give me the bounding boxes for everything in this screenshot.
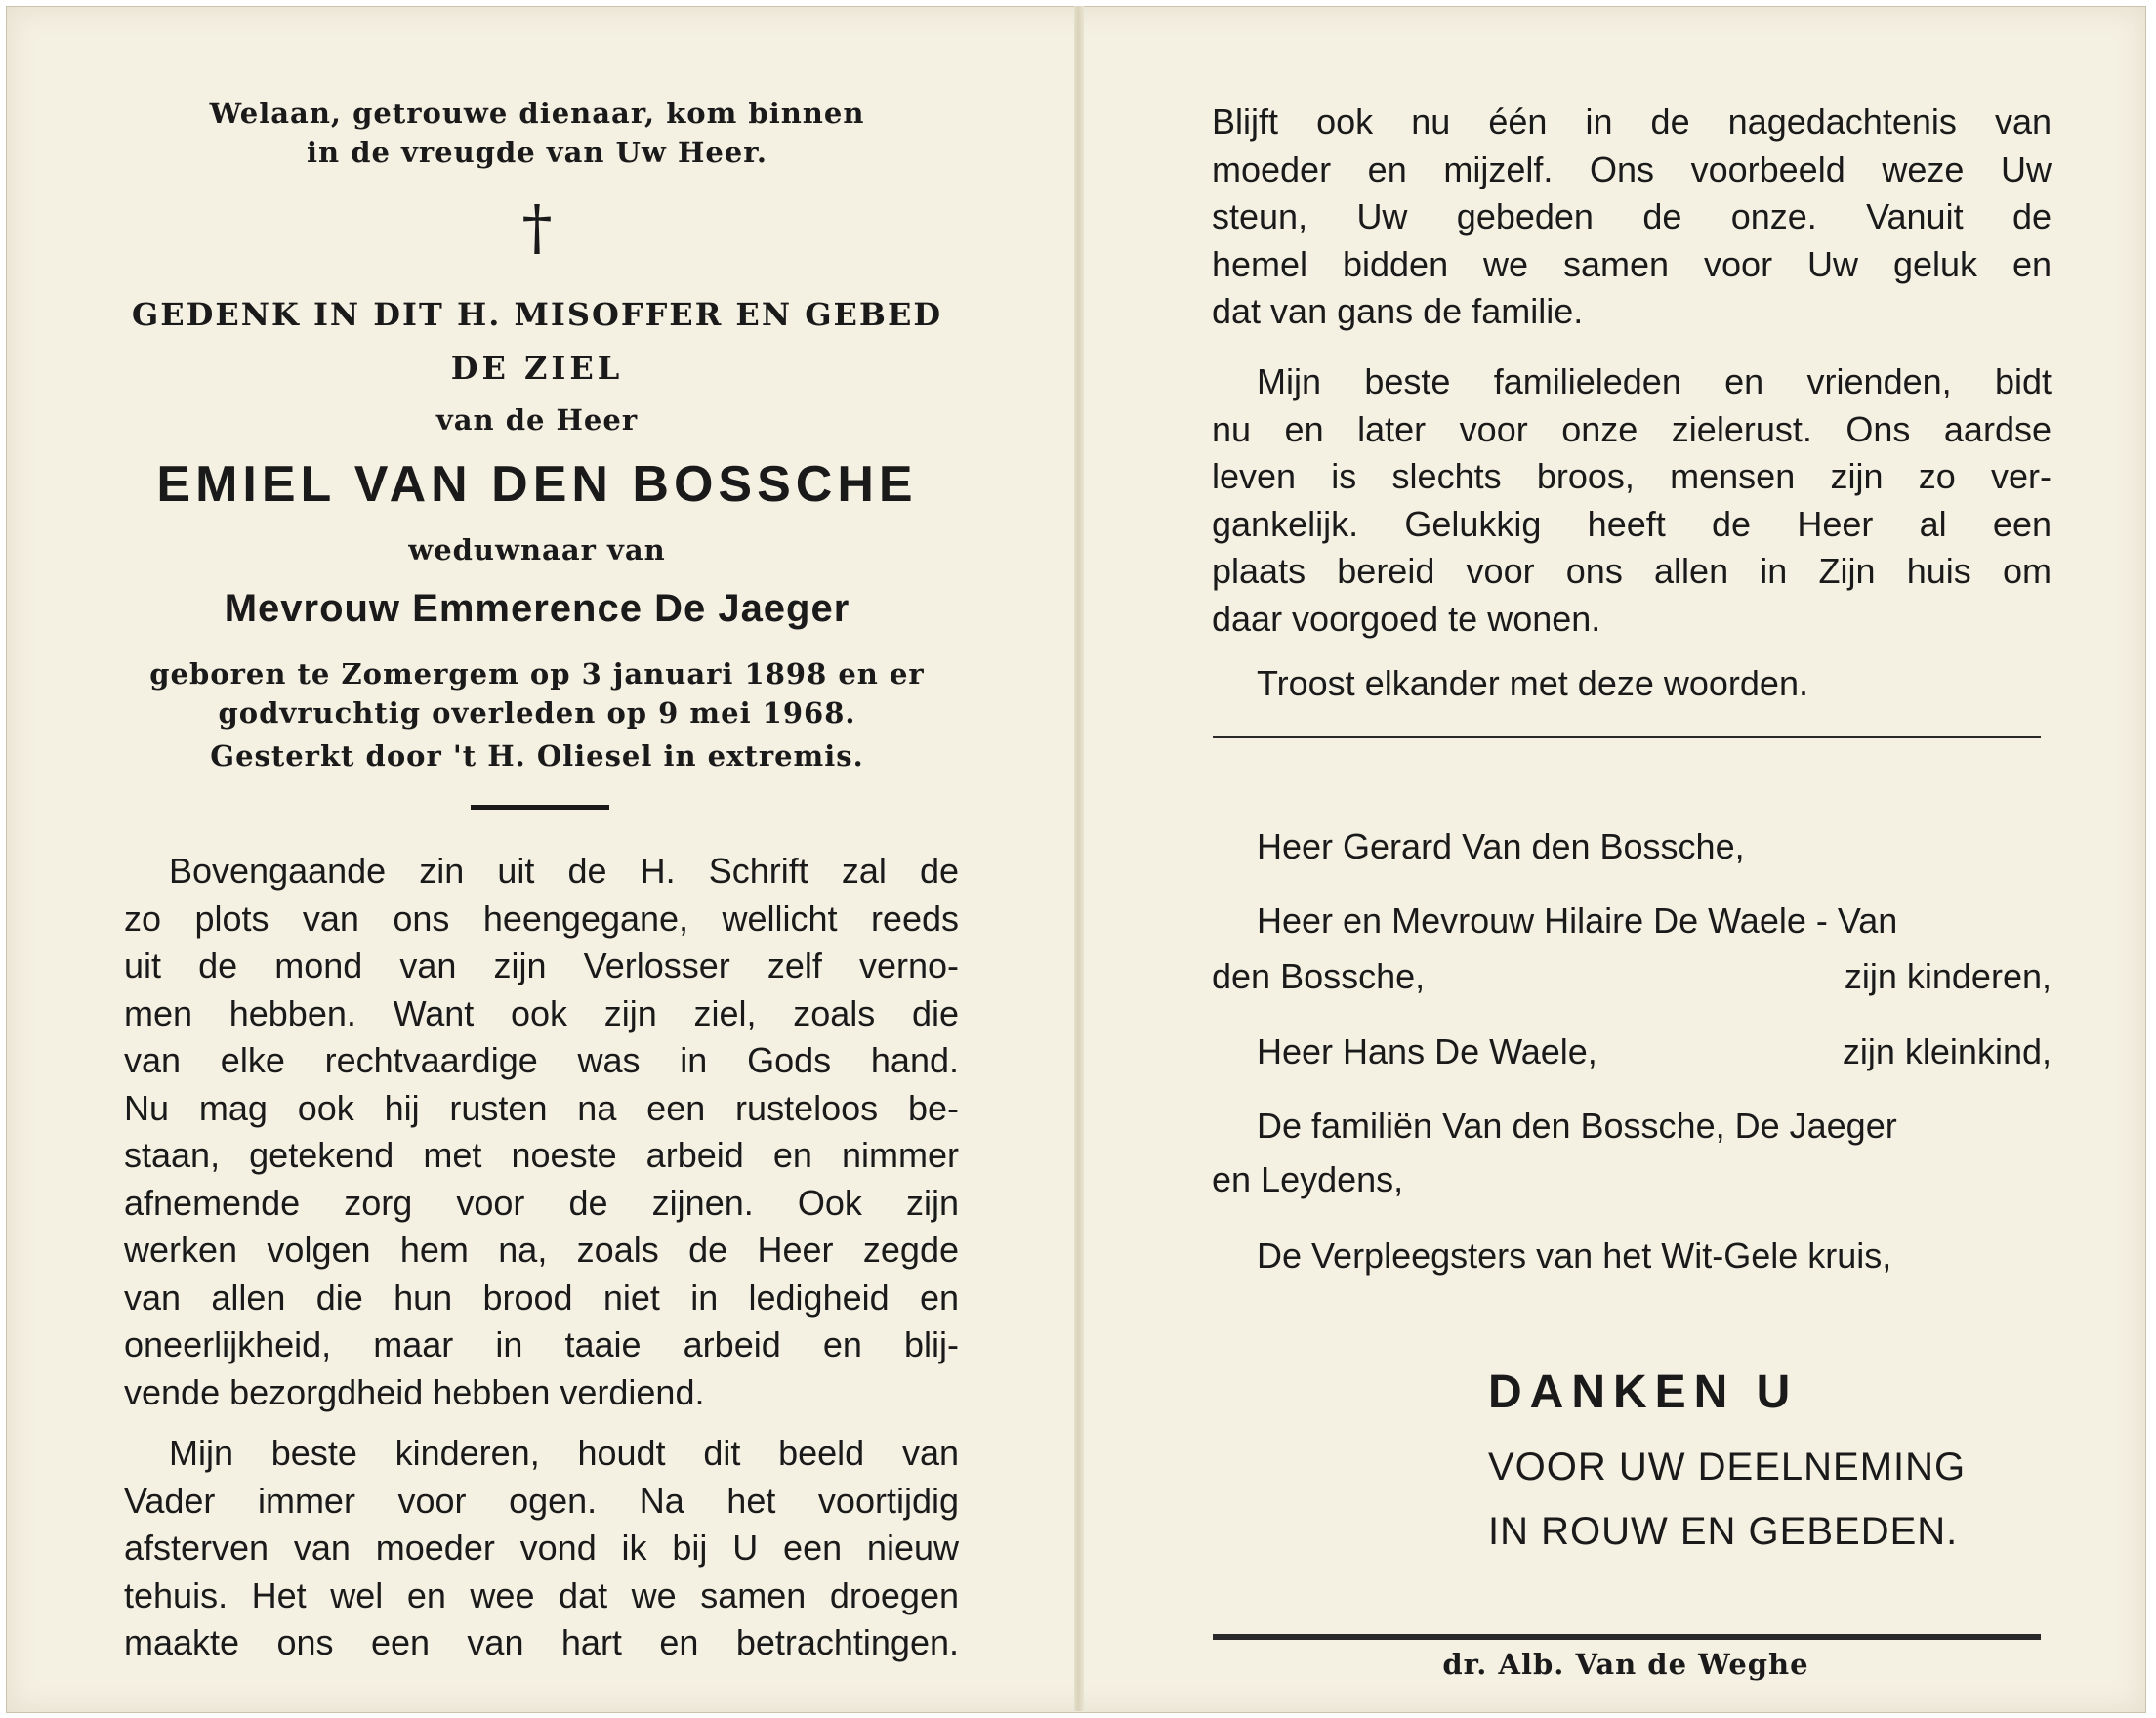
text-line: men hebben. Want ook zijn ziel, zoals die	[124, 992, 959, 1033]
text-line: uit de mond van zijn Verlosser zelf verno-	[124, 945, 959, 985]
children-paragraph	[124, 1430, 959, 1667]
prayer-paragraph	[1212, 358, 2052, 643]
text-line: gankelijk. Gelukkig heeft de Heer al een	[1212, 503, 2052, 544]
divider	[1213, 736, 2041, 738]
text-line: afsterven van moeder vond ik bij U een nieuw	[124, 1528, 959, 1568]
text-line: oneerlijkheid, maar in taaie arbeid en blij-	[124, 1324, 959, 1364]
text-line: Blijft ook nu één in de nagedachtenis van	[1212, 102, 2052, 142]
text-line: hemel bidden we samen voor Uw geluk en	[1212, 243, 2052, 284]
printer-credit: dr. Alb. Van de Weghe	[1442, 1648, 1809, 1681]
text-line: tehuis. Het wel en wee dat we samen droegen	[124, 1574, 959, 1615]
unity-paragraph	[1212, 99, 2052, 336]
divider	[471, 805, 609, 810]
cross-icon: †	[521, 191, 553, 263]
heading-remember: GEDENK IN DIT H. MISOFFER EN GEBED	[131, 296, 943, 333]
eulogy-paragraph	[124, 848, 959, 1416]
text-line: van elke rechtvaardige was in Gods hand.	[124, 1040, 959, 1080]
text-line: Vader immer voor ogen. Na het voortijdig	[124, 1480, 959, 1521]
text-line: staan, getekend met noeste arbeid en nimmer	[124, 1135, 959, 1175]
text-line: nu en later voor onze zielerust. Ons aardse	[1212, 408, 2052, 449]
text-line: Mijn beste kinderen, houdt dit beeld van	[169, 1433, 959, 1473]
family-nurses: De Verpleegsters van het Wit-Gele kruis,	[1257, 1236, 1892, 1276]
thanks-line: VOOR UW DEELNEMING	[1488, 1446, 1967, 1488]
family-hilaire: Heer en Mevrouw Hilaire De Waele - Van	[1257, 901, 1898, 941]
text-line: werken volgen hem na, zoals de Heer zegde	[124, 1230, 959, 1270]
text-line: plaats bereid voor ons allen in Zijn huis om	[1212, 551, 2052, 591]
text-line: maakte ons een van hart en betrachtingen.	[124, 1622, 959, 1662]
death-line: godvruchtig overleden op 9 mei 1968.	[218, 696, 856, 730]
text-line: steun, Uw gebeden de onze. Vanuit de	[1212, 196, 2052, 236]
text-line: van allen die hun brood niet in ledigheid en	[124, 1277, 959, 1318]
text-line: dat van gans de familie.	[1212, 291, 1584, 331]
closing-line: Troost elkander met deze woorden.	[1257, 663, 1808, 703]
text-line: moeder en mijzelf. Ons voorbeeld weze Uw	[1212, 148, 2052, 189]
bible-quote-line: in de vreugde van Uw Heer.	[307, 136, 767, 169]
thanks-title: DANKEN U	[1488, 1366, 1799, 1418]
divider	[1213, 1634, 2041, 1640]
bible-quote	[0, 94, 1074, 172]
families: De familiën Van den Bossche, De Jaeger	[1257, 1106, 1897, 1146]
deceased-name: EMIEL VAN DEN BOSSCHE	[156, 456, 918, 513]
family-gerard: Heer Gerard Van den Bossche,	[1257, 826, 1745, 866]
birth-death-dates	[0, 654, 1074, 733]
thanks-line: IN ROUW EN GEBEDEN.	[1488, 1510, 1959, 1553]
family-hans: Heer Hans De Waele,	[1257, 1031, 1597, 1071]
grandchild-label: zijn kleinkind,	[1842, 1031, 2052, 1071]
families-cont: en Leydens,	[1212, 1159, 1404, 1199]
text-line: zo plots van ons heengegane, wellicht reeds	[124, 898, 959, 939]
right-page	[1084, 0, 2156, 1718]
text-line: Mijn beste familieleden en vrienden, bidt	[1257, 361, 2052, 401]
birth-line: geboren te Zomergem op 3 januari 1898 en er	[149, 657, 925, 691]
heading-soul: DE ZIEL	[450, 350, 624, 387]
text-line: daar voorgoed te wonen.	[1212, 598, 1601, 639]
card-fold	[1074, 6, 1084, 1711]
children-label: zijn kinderen,	[1844, 956, 2052, 996]
text-line: Nu mag ook hij rusten na een rusteloos be-	[124, 1087, 959, 1128]
widower-label: weduwnaar van	[408, 533, 666, 566]
text-line: Bovengaande zin uit de H. Schrift zal de	[169, 851, 959, 891]
bible-quote-line: Welaan, getrouwe dienaar, kom binnen	[209, 97, 865, 130]
text-line: afnemende zorg voor de zijnen. Ook zijn	[124, 1182, 959, 1223]
family-hilaire-cont: den Bossche,	[1212, 956, 1426, 996]
spouse-name: Mevrouw Emmerence De Jaeger	[224, 587, 850, 630]
sacrament-note: Gesterkt door 't H. Oliesel in extremis.	[210, 739, 864, 773]
text-line: leven is slechts broos, mensen zijn zo ver-	[1212, 456, 2052, 496]
heading-title: van de Heer	[435, 403, 639, 437]
left-page	[0, 0, 1074, 1718]
text-line: vende bezorgdheid hebben verdiend.	[124, 1371, 705, 1412]
